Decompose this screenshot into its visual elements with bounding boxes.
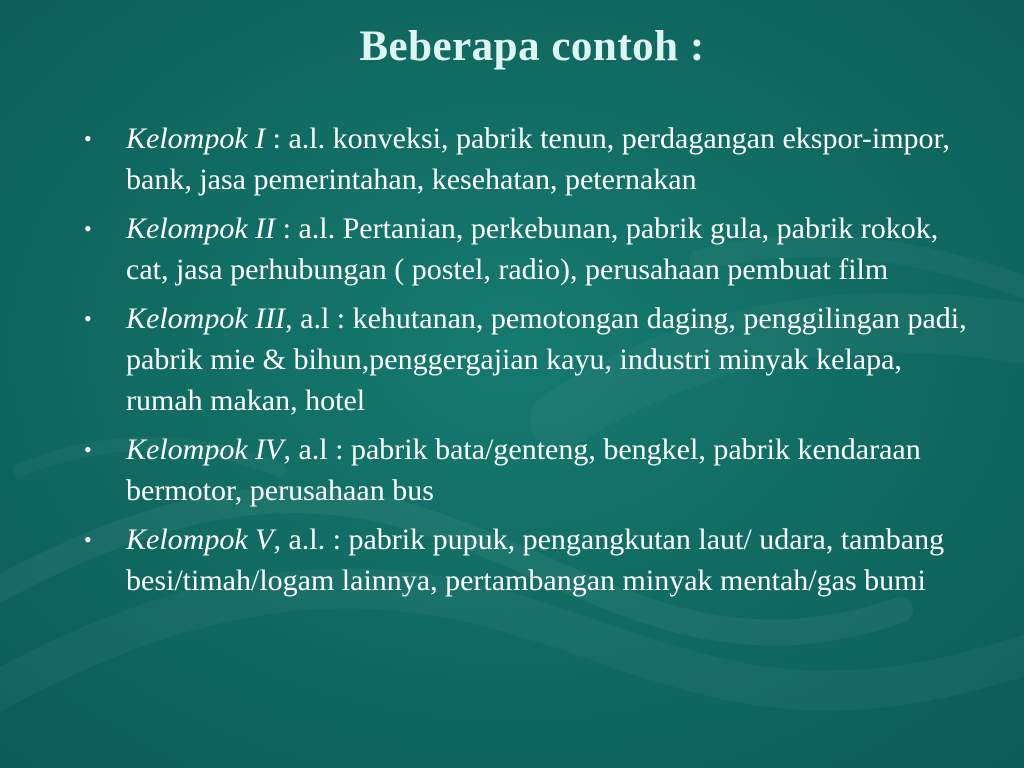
list-item — [84, 208, 984, 290]
bullet-icon: • — [84, 437, 92, 462]
list-item — [84, 298, 984, 421]
group-name: Kelompok I — [126, 122, 266, 155]
group-name: Kelompok V — [126, 523, 274, 556]
slide-title: Beberapa contoh : — [359, 23, 705, 70]
group-name: Kelompok III — [126, 302, 286, 335]
bullet-icon: • — [84, 216, 92, 241]
list-item — [84, 429, 984, 511]
group-description: , a.l : kehutanan, pemotongan daging, penggilingan padi, pabrik mie & bihun,penggergajian kayu, industri minyak kelapa, rumah makan, hotel — [126, 302, 967, 417]
bullet-icon: • — [84, 306, 92, 331]
group-name: Kelompok II — [126, 212, 276, 245]
list-item — [84, 118, 984, 200]
group-description: : a.l. konveksi, pabrik tenun, perdagangan ekspor-impor, bank, jasa pemerintahan, kesehatan, peternakan — [126, 122, 950, 196]
list-item — [84, 519, 984, 601]
bullet-list — [84, 118, 984, 609]
bullet-icon: • — [84, 126, 92, 151]
group-name: Kelompok IV — [126, 433, 284, 466]
group-description: : a.l. Pertanian, perkebunan, pabrik gula, pabrik rokok, cat, jasa perhubungan ( postel, radio), perusahaan pembuat film — [126, 212, 939, 286]
group-description: , a.l. : pabrik pupuk, pengangkutan laut/ udara, tambang besi/timah/logam lainnya, pertambangan minyak mentah/gas bumi — [126, 523, 945, 597]
group-description: , a.l : pabrik bata/genteng, bengkel, pabrik kendaraan bermotor, perusahaan bus — [126, 433, 921, 507]
bullet-icon: • — [84, 527, 92, 552]
